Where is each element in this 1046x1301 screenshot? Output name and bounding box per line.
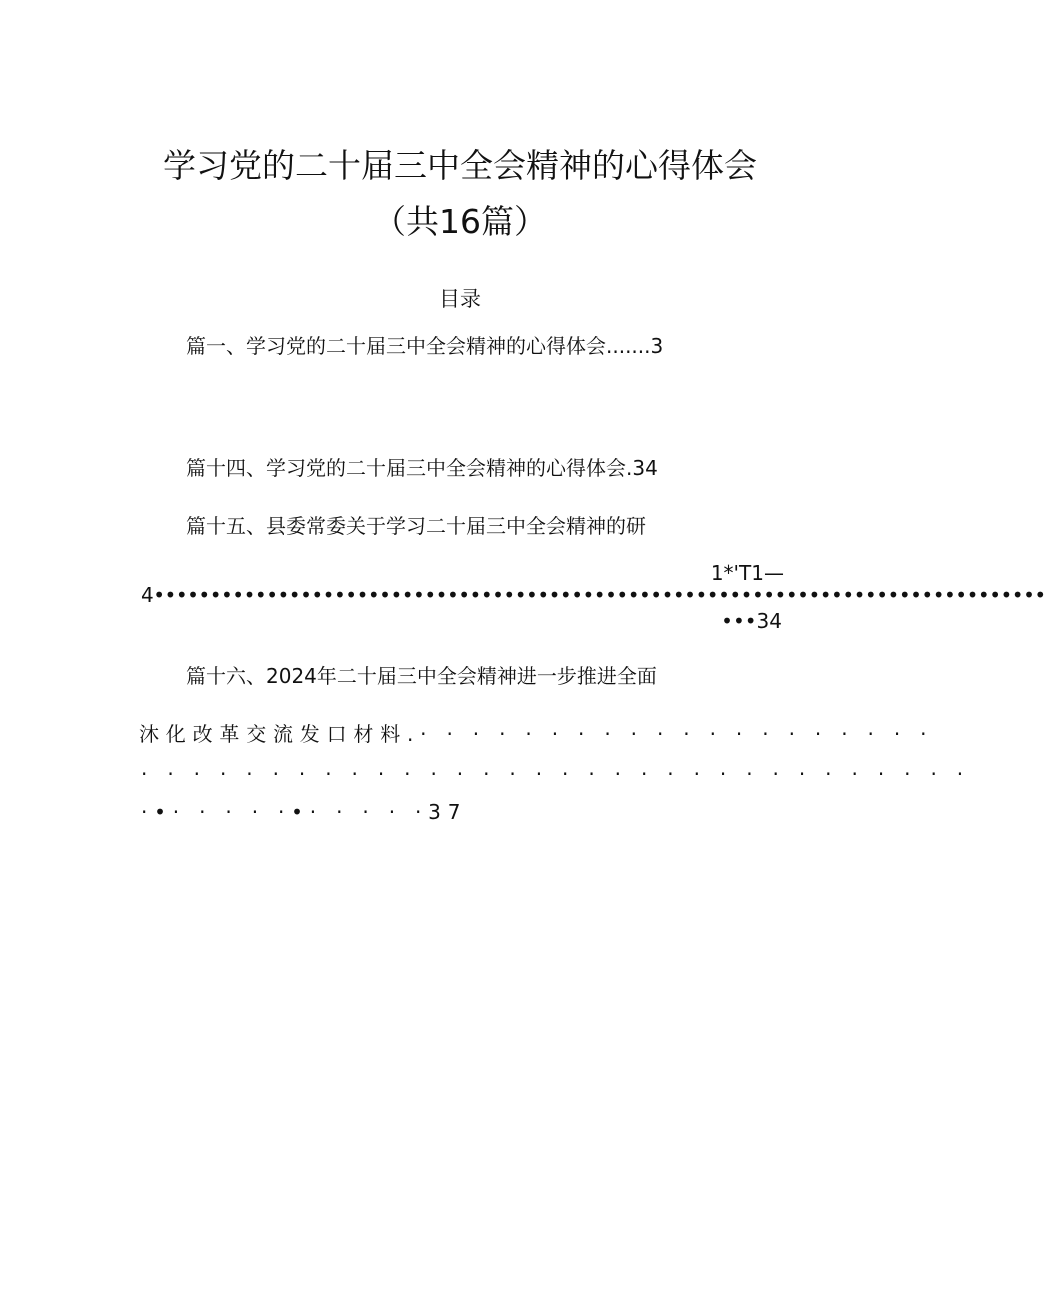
toc-entry-16-leader-dots: · · · · · · · · · · · · · · · · · · · · · · · · · · · · · · · ·: [141, 762, 970, 786]
toc-entry-1: 篇一、学习党的二十届三中全会精神的心得体会.......3: [186, 334, 664, 358]
document-title-line1: 学习党的二十届三中全会精神的心得体会: [163, 146, 757, 185]
toc-entry-16-page: ·•· · · · ·•· · · · ·37: [141, 800, 468, 824]
toc-entry-15-page: •••34: [721, 609, 782, 633]
toc-entry-14: 篇十四、学习党的二十届三中全会精神的心得体会.34: [186, 456, 658, 480]
toc-entry-15-fragment: 1*'T1—: [710, 561, 784, 585]
document-title-line2: （共16篇）: [373, 202, 547, 241]
toc-heading: 目录: [439, 287, 481, 311]
toc-entry-15: 篇十五、县委常委关于学习二十届三中全会精神的研: [186, 514, 646, 538]
toc-entry-15-leader-dots: 4•••••••••••••••••••••••••••••••••••••••••••••••••••••••••••••••••••••••••••••••: [141, 583, 1046, 607]
toc-entry-16-continuation: 沐化改革交流发口材料.· · · · · · · · · · · · · · · · · · · ·: [139, 722, 934, 746]
toc-entry-16: 篇十六、2024年二十届三中全会精神进一步推进全面: [186, 664, 657, 688]
